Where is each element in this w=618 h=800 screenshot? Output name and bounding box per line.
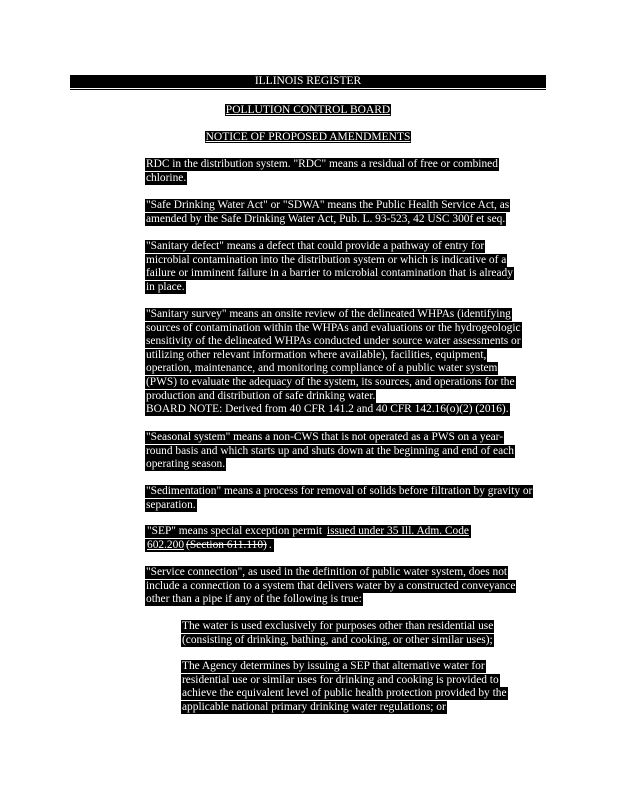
definition-sanitary-defect [145, 240, 543, 294]
text-line: "Sanitary survey" means an onsite review of the delineated WHPAs (identifying [146, 308, 511, 320]
text-line: sensitivity of the delineated WHPAs conducted under source water assessments or [146, 335, 521, 348]
board-note: BOARD NOTE: Derived from 40 CFR 141.2 and 40 CFR 142.16(o)(2) (2016). [146, 403, 509, 416]
definition-rdc [145, 158, 543, 185]
text-line: The water is used exclusively for purposes other than residential use [182, 620, 494, 632]
text-line: amended by the Safe Drinking Water Act, Pub. L. 93-523, 42 USC 300f et seq. [146, 212, 506, 225]
definition-service-connection [145, 566, 543, 607]
text-line: other than a pipe if any of the following is true: [146, 593, 362, 606]
text-line: "Service connection", as used in the definition of public water system, does not [146, 566, 508, 578]
service-connection-item-1 [181, 620, 579, 647]
service-connection-item-2 [181, 660, 579, 714]
text-line: "Safe Drinking Water Act" or "SDWA" means the Public Health Service Act, as [146, 199, 510, 211]
text-line: chlorine. [146, 171, 187, 184]
text-line: operation, maintenance, and monitoring compliance of a public water system [146, 362, 498, 375]
text-line: (PWS) to evaluate the adequacy of the system, its sources, and operations for the [146, 375, 515, 388]
deleted-text: (Section 611.110) [186, 538, 267, 551]
text-line: (consisting of drinking, bathing, and cooking, or other similar uses); [182, 633, 493, 646]
text-line: separation. [146, 498, 196, 511]
text-line: residential use or similar uses for drinking and cooking is provided to [182, 673, 499, 686]
notice-title: NOTICE OF PROPOSED AMENDMENTS [205, 131, 411, 143]
inserted-text: issued under 35 Ill. Adm. Code [326, 525, 469, 537]
board-header [70, 104, 546, 117]
text-line: failure or imminent failure in a barrier to microbial contamination that is already [146, 267, 513, 280]
register-header [70, 75, 546, 88]
definition-sdwa [145, 199, 543, 226]
text-line: The Agency determines by issuing a SEP that alternative water for [182, 660, 485, 672]
text-line: "Sedimentation" means a process for removal of solids before filtration by gravity or [146, 485, 533, 497]
definition-seasonal-system [145, 431, 543, 472]
board-title: POLLUTION CONTROL BOARD [225, 104, 391, 116]
text-line: applicable national primary drinking water regulations; or [182, 700, 446, 713]
sep-suffix: . [268, 538, 272, 551]
sep-text: "SEP" means special exception permit [147, 525, 325, 537]
text-line: utilizing other relevant information where available), facilities, equipment, [146, 348, 487, 361]
text-line: include a connection to a system that delivers water by a constructed conveyance [146, 579, 516, 592]
definition-sanitary-survey [145, 308, 543, 417]
notice-header [70, 131, 546, 144]
text-line: operating season. [146, 458, 226, 471]
text-line: in place. [146, 280, 185, 293]
definition-sep [145, 525, 543, 552]
text-line: achieve the equivalent level of public health protection provided by the [182, 687, 507, 700]
text-line: "Seasonal system" means a non-CWS that is not operated as a PWS on a year- [146, 431, 504, 443]
text-line: microbial contamination into the distribution system or which is indicative of a [146, 253, 507, 266]
text-line: production and distribution of safe drinking water. [146, 389, 376, 402]
text-line: RDC in the distribution system. "RDC" means a residual of free or combined [146, 158, 498, 170]
inserted-text: 602.200 [147, 538, 185, 551]
text-line: round basis and which starts up and shuts down at the beginning and end of each [146, 444, 514, 457]
header-rule [70, 89, 546, 90]
register-title: ILLINOIS REGISTER [70, 75, 546, 88]
text-line: sources of contamination within the WHPAs and evaluations or the hydrogeologic [146, 321, 521, 334]
definition-sedimentation [145, 485, 543, 512]
text-line: "Sanitary defect" means a defect that could provide a pathway of entry for [146, 240, 485, 252]
